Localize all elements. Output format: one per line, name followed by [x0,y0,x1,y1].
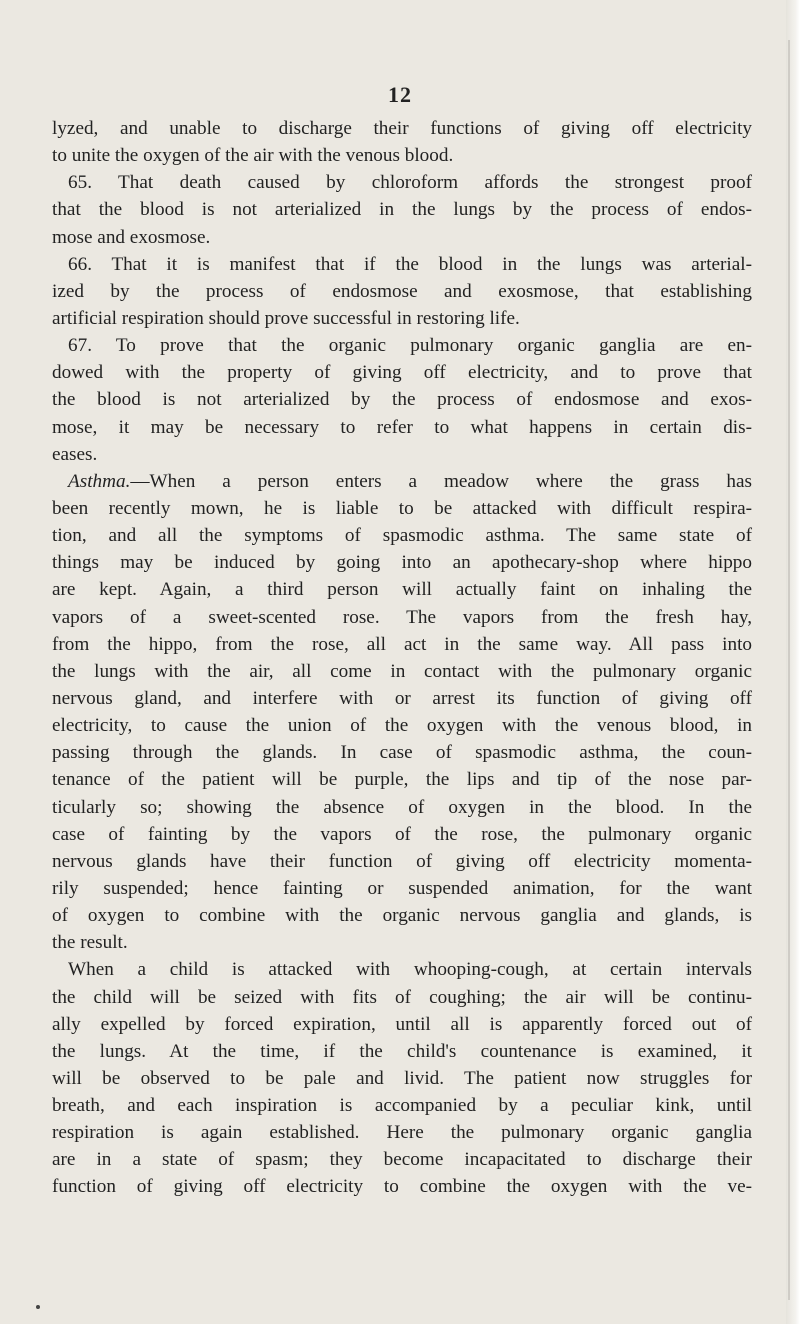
text-line: eases. [52,443,98,465]
text-line: 67. To prove that the organic pulmonary organic ganglia are en- [68,335,752,357]
text-line: the blood is not arterialized by the process of endosmose and exos- [52,389,752,411]
body-text [52,115,752,1201]
text-line: the result. [52,932,128,954]
text-line: When a child is attacked with whooping-cough, at certain intervals [68,959,752,981]
text-line: of oxygen to combine with the organic nervous ganglia and glands, is [52,905,752,927]
text-line: respiration is again established. Here the pulmonary organic ganglia [52,1122,752,1144]
text-line: vapors of a sweet-scented rose. The vapors from the fresh hay, [52,606,752,628]
text-line: from the hippo, from the rose, all act in the same way. All pass into [52,633,752,655]
text-line: that the blood is not arterialized in the lungs by the process of endos- [52,199,752,221]
text-line: are kept. Again, a third person will actually faint on inhaling the [52,579,752,601]
page-number: 12 [388,82,412,107]
margin-speck [36,1305,40,1309]
text-line: nervous glands have their function of giving off electricity momenta- [52,850,752,872]
text-line: mose and exosmose. [52,226,211,248]
text-line: ized by the process of endosmose and exosmose, that establishing [52,280,752,302]
text-line: ally expelled by forced expiration, until all is apparently forced out of [52,1013,752,1035]
text-line: function of giving off electricity to combine the oxygen with the ve- [52,1176,752,1198]
text-line: rily suspended; hence fainting or suspended animation, for the want [52,877,752,899]
asthma-heading: Asthma. [68,470,131,492]
text-line: 65. That death caused by chloroform affords the strongest proof [68,172,752,194]
text-line: tion, and all the symptoms of spasmodic asthma. The same state of [52,525,752,547]
text-line: tenance of the patient will be purple, the lips and tip of the nose par- [52,769,752,791]
text-line: the lungs with the air, all come in contact with the pulmonary organic [52,660,752,682]
asthma-paragraph-start [52,468,752,495]
text-line: nervous gland, and interfere with or arrest its function of giving off [52,687,752,709]
text-line: things may be induced by going into an apothecary-shop where hippo [52,552,752,574]
text-line: dowed with the property of giving off electricity, and to prove that [52,362,752,384]
text-line: will be observed to be pale and livid. The patient now struggles for [52,1067,752,1089]
text-line: electricity, to cause the union of the oxygen with the venous blood, in [52,715,752,737]
text-line: lyzed, and unable to discharge their functions of giving off electricity [52,118,752,139]
text-line: are in a state of spasm; they become incapacitated to discharge their [52,1149,752,1171]
text-line: mose, it may be necessary to refer to what happens in certain dis- [52,416,752,438]
text-line: —When a person enters a meadow where the grass has [130,470,752,492]
text-line: artificial respiration should prove successful in restoring life. [52,307,520,329]
text-line: been recently mown, he is liable to be attacked with difficult respira- [52,497,752,519]
text-line: the lungs. At the time, if the child's countenance is examined, it [52,1040,752,1062]
text-line: the child will be seized with fits of coughing; the air will be continu- [52,986,752,1008]
text-line: case of fainting by the vapors of the rose, the pulmonary organic [52,823,752,845]
text-line: 66. That it is manifest that if the blood in the lungs was arterial- [68,253,752,275]
text-line: ticularly so; showing the absence of oxygen in the blood. In the [52,796,752,818]
text-line: to unite the oxygen of the air with the venous blood. [52,145,454,167]
text-line: breath, and each inspiration is accompanied by a peculiar kink, until [52,1095,752,1117]
binding-line [788,40,790,1300]
text-line: passing through the glands. In case of spasmodic asthma, the coun- [52,742,752,764]
